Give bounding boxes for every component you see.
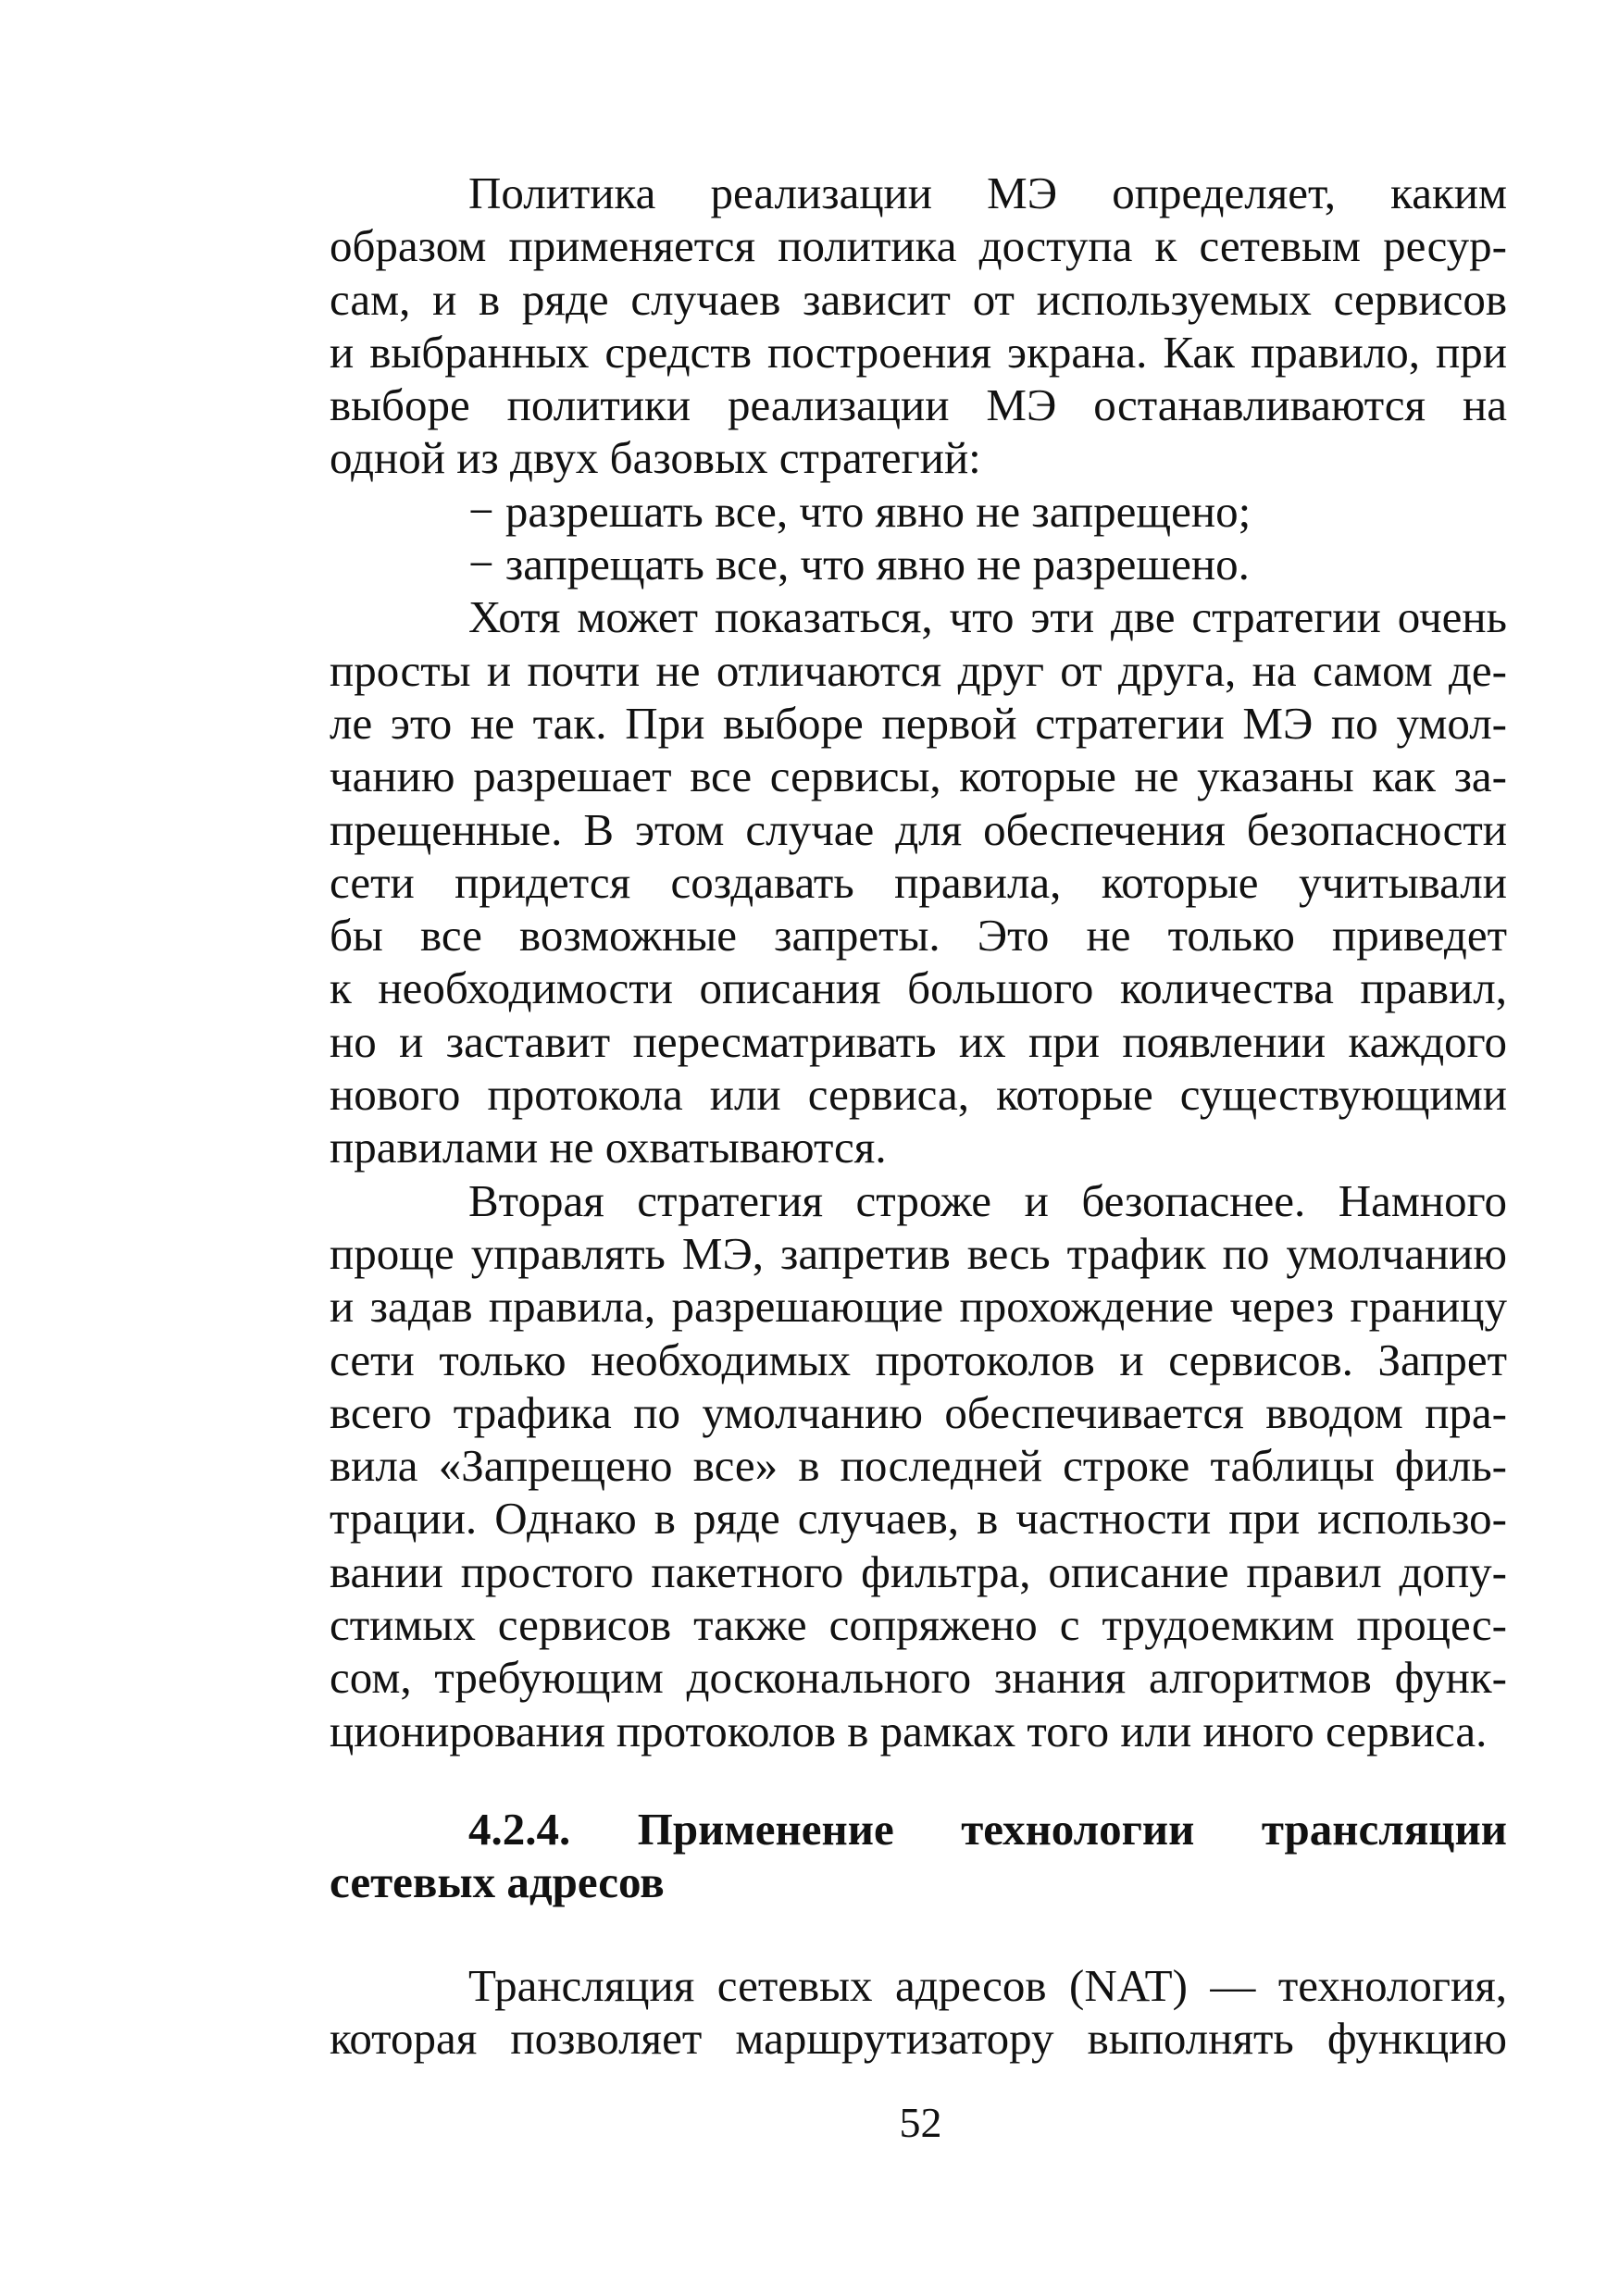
list-item: − разрешать все, что явно не запрещено; <box>468 485 1252 537</box>
text-line: ле это не так. При выборе первой стратегии МЭ по умол- <box>330 697 1507 749</box>
text-line: бы все возможные запреты. Это не только приведет <box>330 910 1507 962</box>
section-heading <box>330 1803 1507 1909</box>
text-line: сети придется создавать правила, которые учитывали <box>330 856 1507 908</box>
text-line: прещенные. В этом случае для обеспечения безопасности <box>330 803 1507 855</box>
text-line: сам, и в ряде случаев зависит от используемых сервисов <box>330 273 1507 325</box>
text-line: и выбранных средств построения экрана. Как правило, при <box>330 326 1507 378</box>
text-line: вила «Запрещено все» в последней строке таблицы филь- <box>330 1440 1507 1492</box>
text-line: сом, требующим досконального знания алгоритмов функ- <box>330 1652 1507 1704</box>
text-line: ционирования протоколов в рамках того или иного сервиса. <box>330 1705 1488 1756</box>
strategy-list <box>330 485 1507 591</box>
text-line: всего трафика по умолчанию обеспечивается вводом пра- <box>330 1386 1507 1438</box>
text-line: которая позволяет маршрутизатору выполнять функцию <box>330 2012 1507 2064</box>
paragraph-1 <box>330 167 1507 485</box>
text-line: вании простого пакетного фильтра, описание правил допу- <box>330 1545 1507 1597</box>
text-line: проще управлять МЭ, запретив весь трафик по умолчанию <box>330 1227 1507 1279</box>
text-line: к необходимости описания большого количества правил, <box>330 962 1507 1014</box>
list-item: − запрещать все, что явно не разрешено. <box>468 539 1250 590</box>
text-line: Трансляция сетевых адресов (NAT) — технология, <box>468 1959 1507 2011</box>
paragraph-3 <box>330 1174 1507 1757</box>
text-line: Хотя может показаться, что эти две стратегии очень <box>468 591 1507 643</box>
text-line: сети только необходимых протоколов и сервисов. Запрет <box>330 1334 1507 1385</box>
heading-line: 4.2.4. Применение технологии трансляции <box>468 1803 1507 1855</box>
page-number: 52 <box>899 2099 942 2146</box>
heading-line: сетевых адресов <box>330 1856 665 1908</box>
text-line: выборе политики реализации МЭ останавливаются на <box>330 379 1507 431</box>
text-line: и задав правила, разрешающие прохождение через границу <box>330 1281 1507 1333</box>
text-line: нового протокола или сервиса, которые существующими <box>330 1069 1507 1121</box>
text-line: но и заставит пересматривать их при появлении каждого <box>330 1015 1507 1067</box>
text-line: стимых сервисов также сопряжено с трудоемким процес- <box>330 1599 1507 1651</box>
text-line: трации. Однако в ряде случаев, в частности при использо- <box>330 1493 1507 1545</box>
text-line: образом применяется политика доступа к сетевым ресур- <box>330 220 1507 272</box>
text-line: просты и почти не отличаются друг от друга, на самом де- <box>330 644 1507 696</box>
text-line: одной из двух базовых стратегий: <box>330 432 981 484</box>
text-line: Политика реализации МЭ определяет, каким <box>468 168 1507 218</box>
paragraph-4 <box>330 1959 1507 2066</box>
text-line: правилами не охватываются. <box>330 1122 887 1173</box>
text-line: чанию разрешает все сервисы, которые не указаны как за- <box>330 751 1507 802</box>
page-body <box>330 167 1507 2065</box>
text-line: Вторая стратегия строже и безопаснее. Намного <box>468 1174 1507 1226</box>
paragraph-2 <box>330 590 1507 1173</box>
